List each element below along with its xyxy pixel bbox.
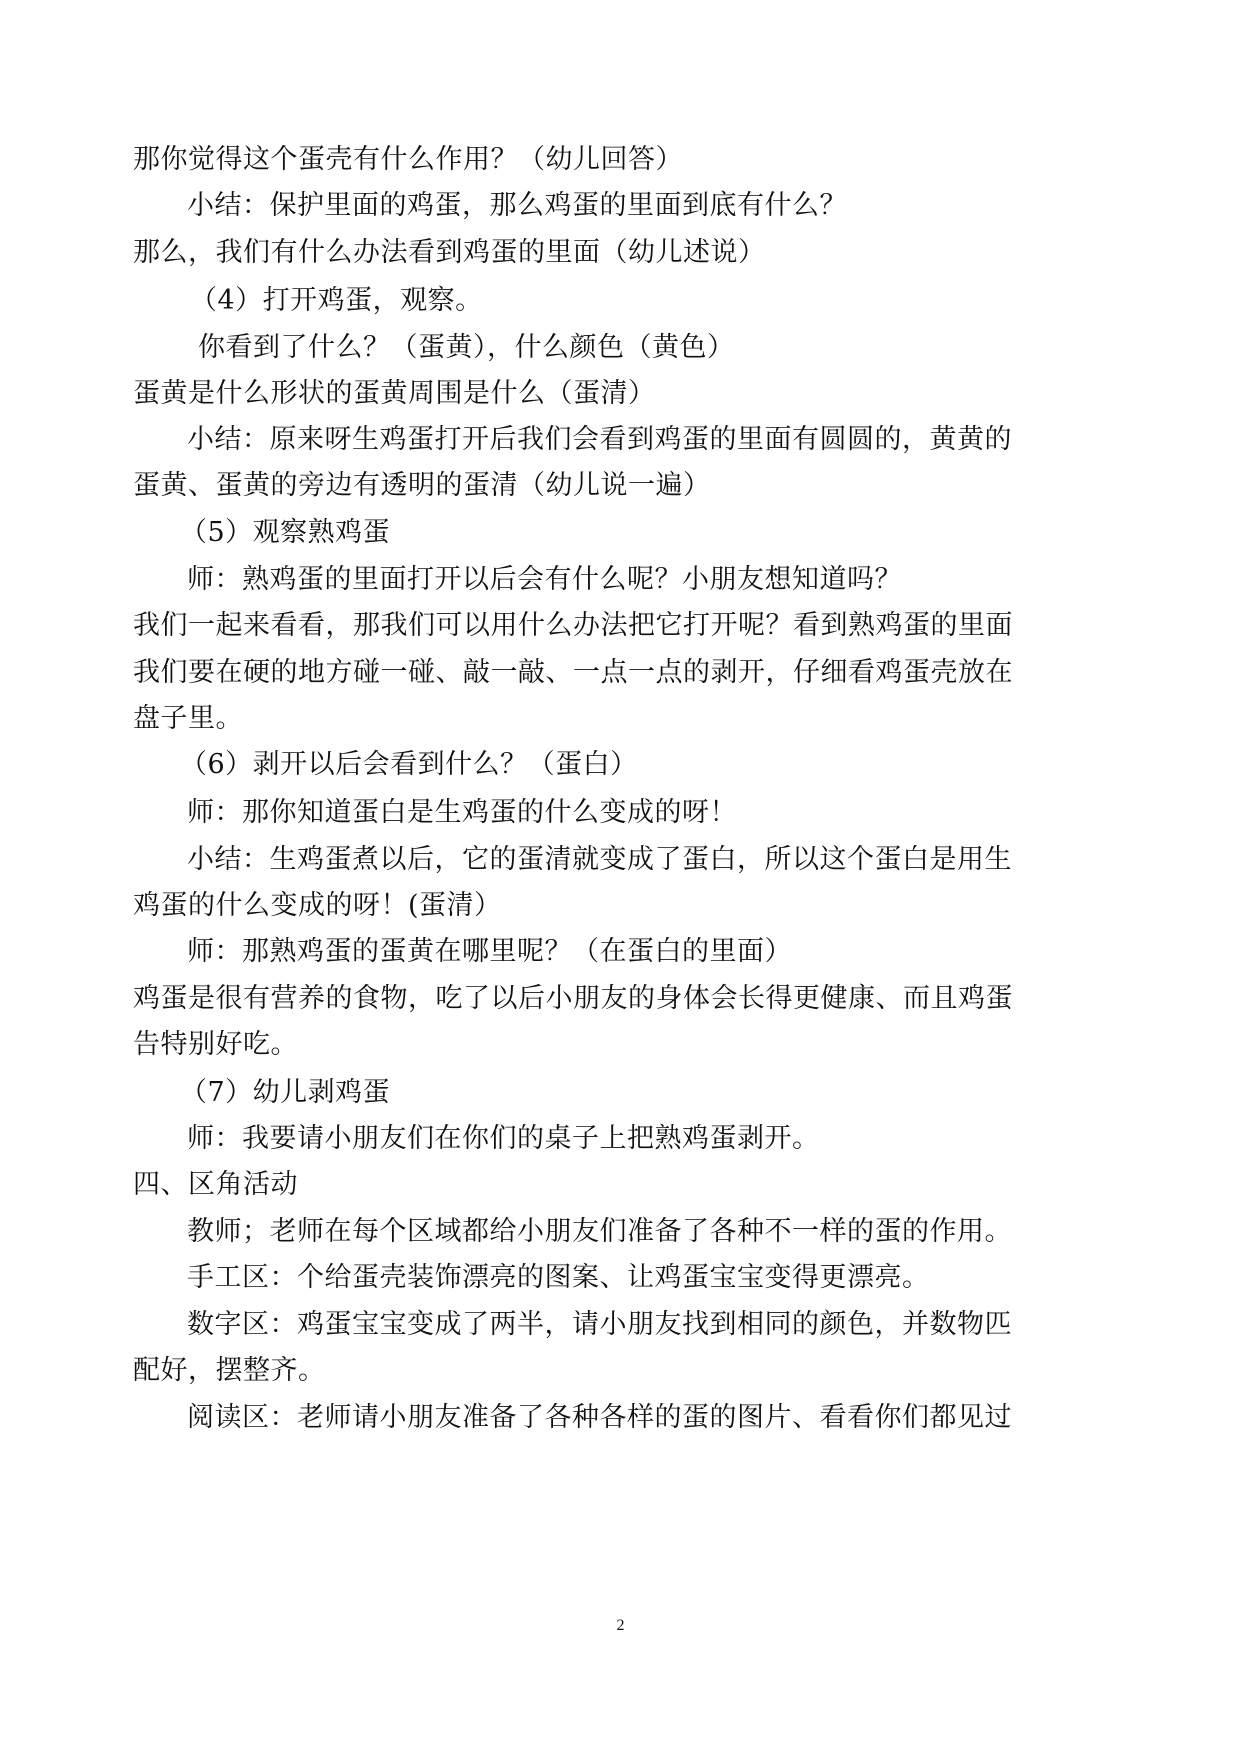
text-line: 我们要在硬的地方碰一碰、敲一敲、一点一点的剥开，仔细看鸡蛋壳放在 — [133, 657, 1013, 688]
text-line: 鸡蛋的什么变成的呀！(蛋清） — [133, 890, 502, 921]
text-line: 数字区：鸡蛋宝宝变成了两半，请小朋友找到相同的颜色，并数物匹 — [187, 1309, 1012, 1340]
text-line: 小结：原来呀生鸡蛋打开后我们会看到鸡蛋的里面有圆圆的，黄黄的 — [187, 424, 1012, 455]
text-line: 师：我要请小朋友们在你们的桌子上把熟鸡蛋剥开。 — [187, 1123, 820, 1154]
text-line: 鸡蛋是很有营养的食物，吃了以后小朋友的身体会长得更健康、而且鸡蛋 — [133, 983, 1013, 1014]
text-line: 配好，摆整齐。 — [133, 1355, 326, 1386]
text-line: （7）幼儿剥鸡蛋 — [180, 1077, 391, 1108]
text-line: 阅读区：老师请小朋友准备了各种各样的蛋的图片、看看你们都见过 — [187, 1402, 1012, 1433]
text-line: 你看到了什么？（蛋黄），什么颜色（黄色） — [198, 332, 735, 363]
text-line: （5）观察熟鸡蛋 — [180, 517, 391, 548]
text-line: 小结：生鸡蛋煮以后，它的蛋清就变成了蛋白，所以这个蛋白是用生 — [187, 844, 1012, 875]
text-line: （4）打开鸡蛋，观察。 — [190, 285, 483, 316]
text-line: 告特别好吃。 — [133, 1029, 298, 1060]
text-line: 我们一起来看看，那我们可以用什么办法把它打开呢？看到熟鸡蛋的里面 — [133, 610, 1013, 641]
text-line: 师：那熟鸡蛋的蛋黄在哪里呢？（在蛋白的里面） — [187, 936, 792, 967]
text-line: 那你觉得这个蛋壳有什么作用？（幼儿回答） — [133, 144, 683, 175]
text-line: 小结：保护里面的鸡蛋，那么鸡蛋的里面到底有什么？ — [187, 190, 847, 221]
text-line: 蛋黄是什么形状的蛋黄周围是什么（蛋清） — [133, 378, 656, 409]
text-line: 师：那你知道蛋白是生鸡蛋的什么变成的呀！ — [187, 797, 737, 828]
text-line: 那么，我们有什么办法看到鸡蛋的里面（幼儿述说） — [133, 237, 766, 268]
text-line: 盘子里。 — [133, 703, 243, 734]
page-number: 2 — [616, 1617, 625, 1634]
text-line: （6）剥开以后会看到什么？（蛋白） — [180, 749, 638, 780]
text-line: 手工区：个给蛋壳装饰漂亮的图案、让鸡蛋宝宝变得更漂亮。 — [187, 1262, 930, 1293]
text-line: 四、区角活动 — [133, 1169, 298, 1200]
text-line: 师：熟鸡蛋的里面打开以后会有什么呢？小朋友想知道吗？ — [187, 564, 902, 595]
text-line: 蛋黄、蛋黄的旁边有透明的蛋清（幼儿说一遍） — [133, 470, 711, 501]
text-line: 教师；老师在每个区域都给小朋友们准备了各种不一样的蛋的作用。 — [187, 1216, 1012, 1247]
